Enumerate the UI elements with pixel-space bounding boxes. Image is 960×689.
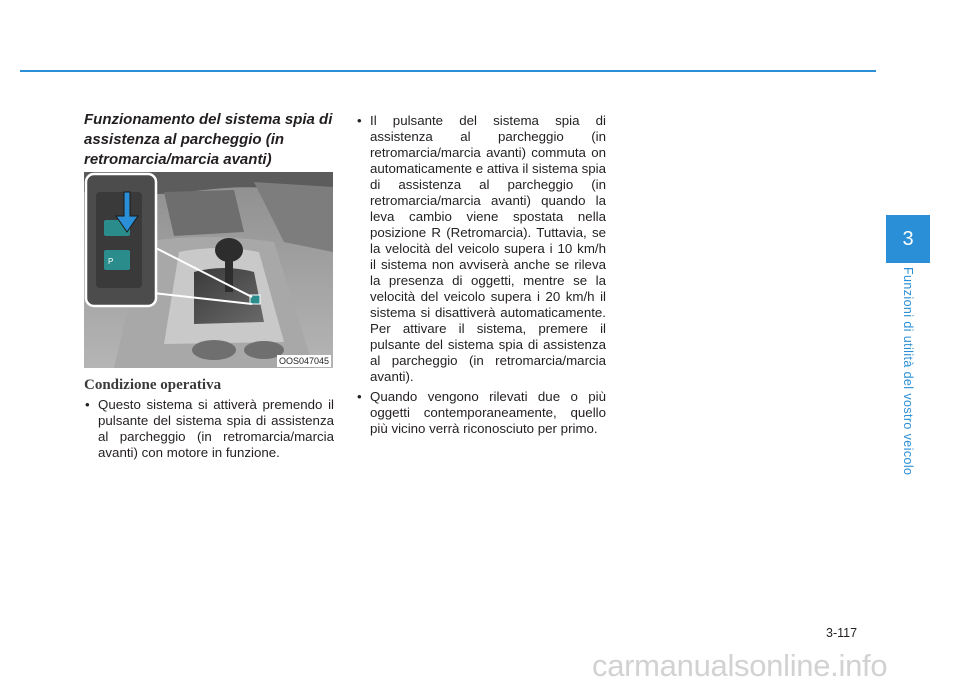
- bullet-icon: •: [357, 389, 362, 404]
- header-rule: [20, 70, 876, 72]
- figure-caption: OOS047045: [278, 356, 329, 366]
- list-item: • Quando vengono rilevati due o più oggetti contemporaneamente, quello più vicino verrà riconosciuto per primo.: [357, 389, 606, 436]
- list-item: • Questo sistema si attiverà premendo il pulsante del sistema spia di assistenza al parcheggio (in retromarcia/marcia avanti) con motore in funzione.: [85, 397, 334, 460]
- page-number: 3-117: [826, 626, 858, 640]
- list-item: • Il pulsante del sistema spia di assistenza al parcheggio (in retromarcia/marcia avanti) commuta on automaticamente e attiva il sistema spia di assistenza al parcheggio (in retromarcia/marcia avanti) quando la leva cambio viene spostata nella posizione R (Retromarcia). Tuttavia, se la velocità del veicolo supera i 10 km/h il sistema non avviserà anche se rileva la presenza di oggetti, mentre se la velocità del veicolo supera i 20 km/h il sistema si disattiverà automaticamente. Per attivare il sistema, premere il pulsante del sistema spia di assistenza al parcheggio (in retromarcia/marcia avanti).: [357, 113, 606, 384]
- console-illustration: [84, 172, 333, 368]
- chapter-title: Funzioni di utilità del vostro veicolo: [901, 267, 915, 476]
- bullet-icon: •: [357, 113, 362, 128]
- svg-text:P: P: [108, 257, 114, 266]
- operating-condition-list: [84, 397, 334, 465]
- section-title: Funzionamento del sistema spia di assistenza al parcheggio (in retromarcia/marcia avanti): [84, 111, 333, 168]
- console-drawing: [84, 172, 333, 368]
- bullet-icon: •: [85, 397, 90, 412]
- left-column: [84, 110, 334, 170]
- right-column-list: [356, 113, 606, 441]
- operating-condition-heading: Condizione operativa: [84, 377, 222, 393]
- watermark: carmanualsonline.info: [592, 648, 888, 683]
- chapter-tab: 3: [886, 215, 930, 263]
